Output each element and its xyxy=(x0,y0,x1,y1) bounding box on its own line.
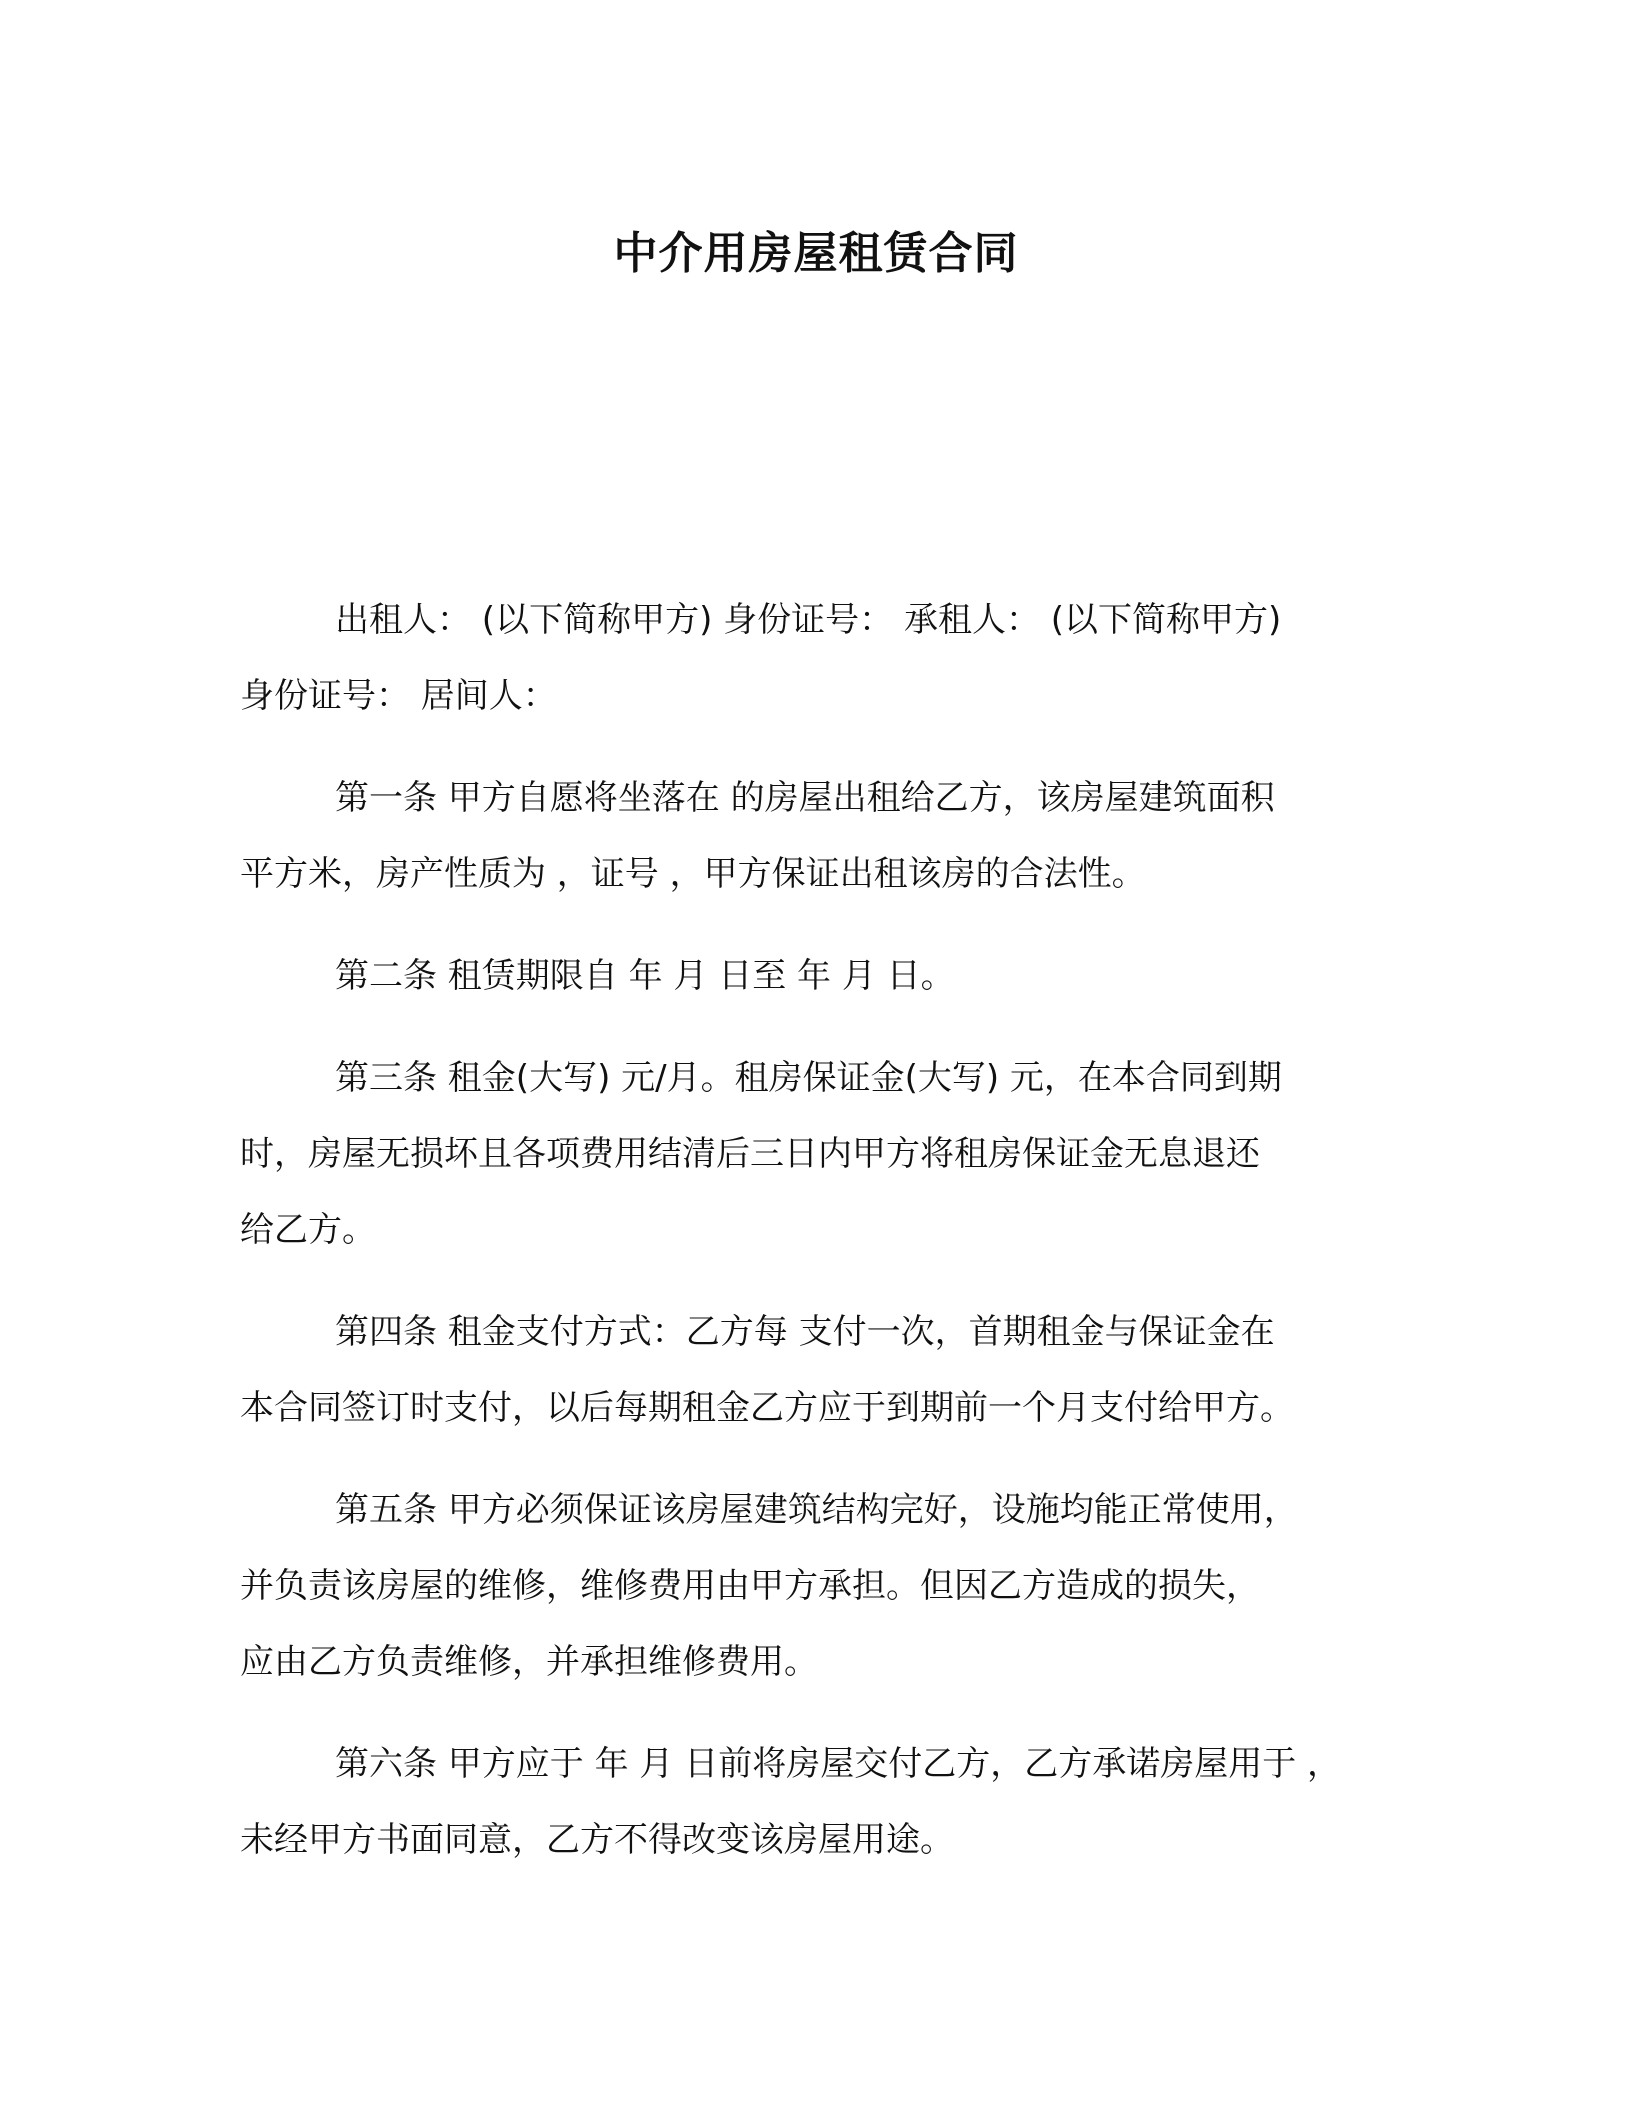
article-1-line-1 xyxy=(240,760,1275,836)
article-6-line-2: 未经甲方书面同意，乙方不得改变该房屋用途。 xyxy=(240,1820,954,1860)
article-3-text-1: 第三条 租金(大写) 元/月。租房保证金(大写) 元，在本合同到期 xyxy=(335,1058,1282,1098)
article-6-text-1: 第六条 甲方应于 年 月 日前将房屋交付乙方，乙方承诺房屋用于 ， xyxy=(335,1744,1342,1784)
article-4-line-1 xyxy=(240,1294,1275,1370)
parties-line-1 xyxy=(240,582,1281,658)
article-2-text-1: 第二条 租赁期限自 年 月 日至 年 月 日。 xyxy=(335,956,955,996)
article-3-line-1 xyxy=(240,1040,1282,1116)
article-4-text-1: 第四条 租金支付方式：乙方每 支付一次，首期租金与保证金在 xyxy=(335,1312,1275,1352)
article-1-line-2: 平方米，房产性质为 ，证号 ，甲方保证出租该房的合法性。 xyxy=(240,854,1146,894)
parties-line-2: 身份证号： 居间人： xyxy=(240,676,557,716)
article-4-line-2: 本合同签订时支付，以后每期租金乙方应于到期前一个月支付给甲方。 xyxy=(240,1388,1294,1428)
article-5-line-3: 应由乙方负责维修，并承担维修费用。 xyxy=(240,1642,818,1682)
article-1-text-1: 第一条 甲方自愿将坐落在 的房屋出租给乙方，该房屋建筑面积 xyxy=(335,778,1275,818)
article-3-line-2: 时，房屋无损坏且各项费用结清后三日内甲方将租房保证金无息退还 xyxy=(240,1134,1260,1174)
article-2-line-1 xyxy=(240,938,955,1014)
article-5-line-1 xyxy=(240,1472,1298,1548)
article-5-text-1: 第五条 甲方必须保证该房屋建筑结构完好，设施均能正常使用， xyxy=(335,1490,1298,1530)
article-6-line-1 xyxy=(240,1726,1341,1802)
article-3-line-3: 给乙方。 xyxy=(240,1210,376,1250)
parties-text-1: 出租人： (以下简称甲方) 身份证号： 承租人： (以下简称甲方) xyxy=(335,600,1282,640)
document-title: 中介用房屋租赁合同 xyxy=(613,228,1019,279)
article-5-line-2: 并负责该房屋的维修，维修费用由甲方承担。但因乙方造成的损失， xyxy=(240,1566,1260,1606)
